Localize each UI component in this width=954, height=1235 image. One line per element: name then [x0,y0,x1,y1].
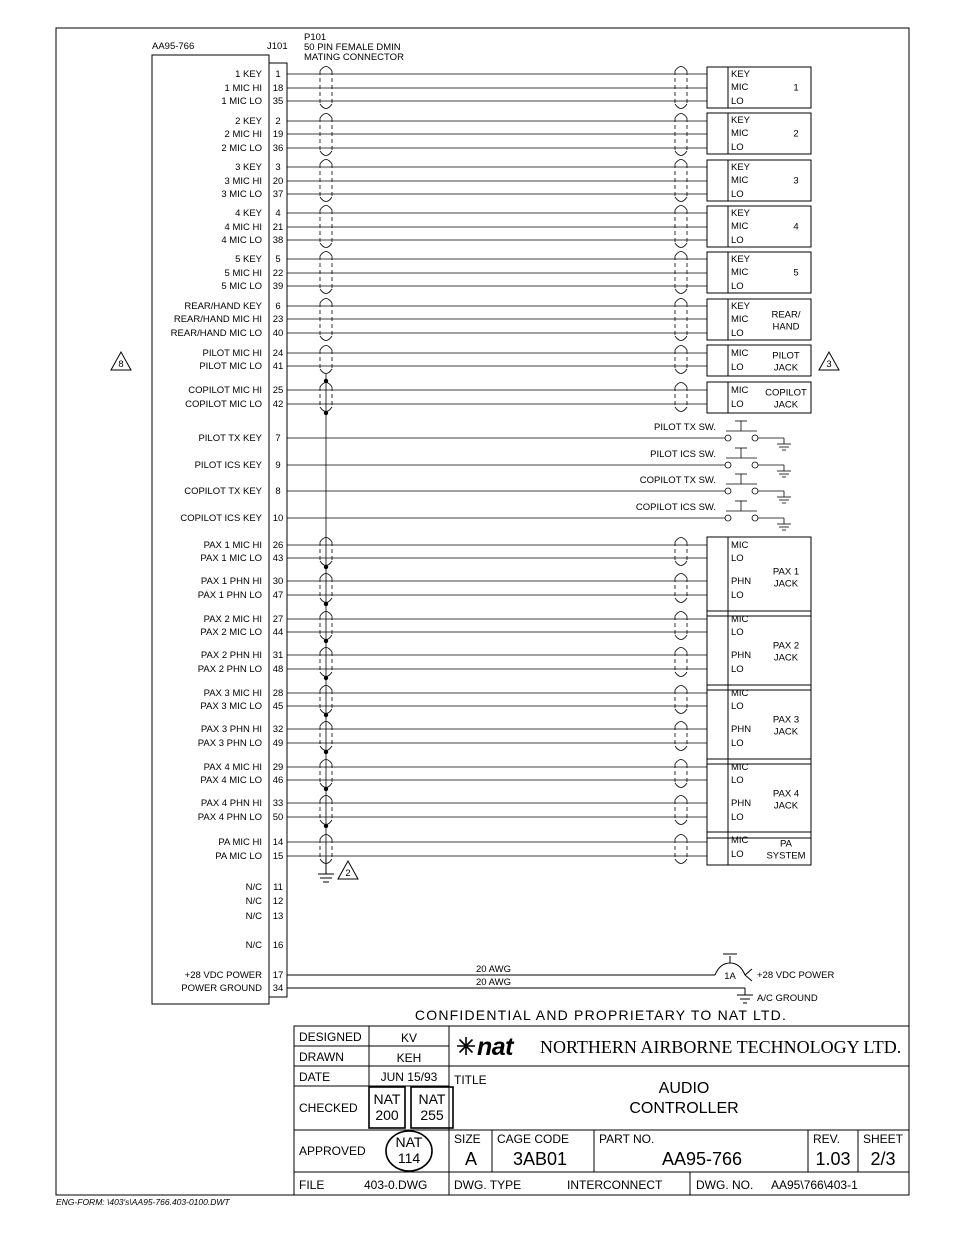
p101-description: 50 PIN FEMALE DMIN [304,42,401,53]
shield-symbol [320,346,332,374]
shield-symbol [675,760,687,788]
svg-text:200: 200 [375,1107,399,1123]
svg-text:NAT: NAT [373,1091,401,1107]
shield-symbol [320,299,332,341]
station-pin-label: KEY [731,301,751,312]
drain-junction [324,602,328,606]
station-pin-label: MIC [731,835,749,846]
pin-number: 29 [272,762,284,773]
svg-text:3: 3 [826,359,832,370]
station-box [707,206,811,247]
pin-label: 4 KEY [235,208,262,219]
pin-number: 31 [272,650,284,661]
pin-label: PAX 2 PHN LO [197,664,262,675]
station-box [707,113,811,154]
designed-value: KV [400,1031,418,1045]
part-value: AA95-766 [661,1149,743,1169]
station-pin-label: MIC [731,175,749,186]
drain-junction [324,639,328,643]
pin-number: 43 [272,553,284,564]
pin-label: 3 MIC HI [224,176,262,187]
station-name: 4 [793,221,799,233]
svg-text:NAT: NAT [418,1091,446,1107]
switch-label: COPILOT ICS SW. [635,502,716,513]
note-marker-ground [338,861,358,879]
pin-label: PAX 2 MIC HI [203,614,262,625]
pin-number: 27 [272,614,284,625]
shield-symbol [675,722,687,751]
station-pin-label: LO [731,701,744,712]
station-pin-label: LO [731,812,744,823]
asterisk-icon [457,1037,475,1055]
p101-mating: MATING CONNECTOR [304,52,404,63]
shield-symbol [675,612,687,640]
station-box [707,160,811,201]
station-pin-label: LO [731,362,744,373]
pin-number: 15 [272,851,284,862]
station-box [707,611,811,690]
station-pin-label: LO [731,328,744,339]
switch-label: PILOT TX SW. [654,422,716,433]
pin-label: 5 MIC LO [221,281,262,292]
station-pin-label: MIC [731,762,749,773]
station-pin-label: MIC [731,314,749,325]
shield-symbol [675,686,687,714]
pin-number: 20 [272,176,284,187]
station-name: PAX 1 [772,566,800,578]
ac-ground-label: A/C GROUND [757,993,818,1004]
nat-logo [457,1033,515,1061]
drawn-label: DRAWN [299,1050,344,1064]
station-pin-label: MIC [731,221,749,232]
pin-number: 49 [272,738,284,749]
pin-label: PILOT MIC HI [202,348,262,359]
pin-label: N/C [245,911,262,922]
shield-symbol [675,206,687,248]
station-name: JACK [773,362,799,374]
station-pin-label: MIC [731,267,749,278]
shield-symbol [675,114,687,156]
station-name: PAX 2 [772,640,800,652]
pin-label: POWER GROUND [181,983,262,994]
pin-number: 44 [272,627,284,638]
pin-number: 5 [275,254,281,265]
station-pin-label: LO [731,235,744,246]
station-name: JACK [773,399,799,411]
pin-label: PAX 3 MIC LO [200,701,262,712]
station-pin-label: MIC [731,128,749,139]
station-pin-label: PHN [731,798,752,809]
fuse-rating: 1A [724,971,736,982]
drain-junction [324,787,328,791]
station-box [707,685,811,764]
pin-number: 26 [272,540,284,551]
pin-number: 36 [272,143,284,154]
pin-label: N/C [245,882,262,893]
station-pin-label: LO [731,142,744,153]
station-name: PA [780,838,792,850]
title-block [294,1026,909,1195]
shield-symbol [675,67,687,109]
station-pin-label: LO [731,96,744,107]
pin-label: 2 KEY [235,116,262,127]
drain-junction [324,676,328,680]
pin-number: 23 [272,314,284,325]
drain-junction [324,565,328,569]
station-box [707,759,811,838]
drain-junction [324,713,328,717]
ground-wire-gauge: 20 AWG [476,977,512,988]
title-line-1: AUDIO [658,1080,710,1097]
pin-label: 1 MIC LO [221,96,262,107]
shield-symbol [320,67,332,109]
pin-number: 8 [275,486,281,497]
pin-number: 38 [272,235,284,246]
pin-number: 2 [275,116,281,127]
pin-number: 42 [272,399,284,410]
shield-symbol [675,835,687,864]
file-label: FILE [299,1178,325,1192]
pin-label: PA MIC HI [218,837,262,848]
pin-label: N/C [245,940,262,951]
station-pin-label: LO [731,738,744,749]
pin-label: PAX 2 MIC LO [200,627,262,638]
station-name: COPILOT [765,387,807,399]
pin-number: 37 [272,189,284,200]
station-name: SYSTEM [766,850,806,862]
pin-label: 2 MIC LO [221,143,262,154]
pin-label: PAX 3 PHN LO [197,738,262,749]
pin-label: PAX 4 PHN LO [197,812,262,823]
station-pin-label: LO [731,664,744,675]
sheet-label: SHEET [863,1132,904,1146]
date-value: JUN 15/93 [380,1070,438,1084]
pin-label: +28 VDC POWER [184,970,262,981]
station-pin-label: MIC [731,614,749,625]
shield-symbol [675,299,687,341]
svg-text:NAT: NAT [395,1134,423,1150]
svg-text:2: 2 [345,868,351,879]
p101-label: P101 [304,32,327,43]
shield-symbol [320,206,332,248]
pin-label: 4 MIC HI [224,222,262,233]
pin-label: PAX 3 MIC HI [203,688,262,699]
station-box [707,382,811,413]
pin-label: N/C [245,896,262,907]
dwg-type-label: DWG. TYPE [454,1178,522,1192]
date-label: DATE [299,1070,331,1084]
pin-label: PA MIC LO [215,851,262,862]
eng-form-footer: ENG-FORM: \403's\AA95-766.403-0100.DWT [56,1197,230,1207]
pin-number: 4 [275,208,281,219]
pin-label: PAX 4 PHN HI [200,798,262,809]
station-name: PAX 3 [772,714,800,726]
switch-label: PILOT ICS SW. [650,449,716,460]
pin-label: 4 MIC LO [221,235,262,246]
station-pin-label: MIC [731,348,749,359]
cage-label: CAGE CODE [497,1132,570,1146]
svg-text:114: 114 [397,1150,421,1166]
shield-symbol [675,538,687,566]
supply-label: +28 VDC POWER [757,970,835,981]
station-pin-label: LO [731,281,744,292]
pin-label: PILOT ICS KEY [194,460,262,471]
pin-label: REAR/HAND MIC LO [170,328,262,339]
pin-label: PAX 2 PHN HI [200,650,262,661]
shield-symbol [675,346,687,374]
pin-number: 10 [272,513,284,524]
shield-symbol [675,383,687,412]
approval-stamp-nat-114 [386,1131,432,1171]
rev-value: 1.03 [815,1149,851,1169]
pin-label: 1 MIC HI [224,83,262,94]
pin-number: 7 [275,433,281,444]
pin-number: 19 [272,129,284,140]
size-label: SIZE [454,1132,481,1146]
pin-label: PILOT MIC LO [199,361,262,372]
shield-symbol [675,648,687,677]
station-name: JACK [773,800,799,812]
pin-number: 14 [272,837,284,848]
shield-symbol [675,252,687,294]
pin-label: PILOT TX KEY [198,433,262,444]
station-pin-label: MIC [731,385,749,396]
drain-junction [324,411,328,415]
power-section [287,954,834,1004]
station-box [707,67,811,108]
station-name: HAND [772,321,800,333]
unit-designator: AA95-766 [152,41,195,52]
pin-label: PAX 4 MIC LO [200,775,262,786]
svg-text:255: 255 [420,1107,444,1123]
pin-number: 35 [272,96,284,107]
sheet-value: 2/3 [870,1149,896,1169]
key-switch [650,448,791,477]
pin-label: PAX 1 MIC HI [203,540,262,551]
title-line-2: CONTROLLER [629,1100,739,1117]
station-pin-label: KEY [731,162,751,173]
pin-label: 3 KEY [235,162,262,173]
designed-label: DESIGNED [299,1030,362,1044]
station-pin-label: PHN [731,650,752,661]
pin-number: 39 [272,281,284,292]
shield-symbol [320,160,332,202]
pin-number: 16 [272,940,284,951]
station-pin-label: LO [731,590,744,601]
dwg-type-value: INTERCONNECT [567,1178,663,1192]
pin-label: COPILOT ICS KEY [180,513,262,524]
pin-number: 41 [272,361,284,372]
station-pin-label: LO [731,849,744,860]
pin-number: 40 [272,328,284,339]
pin-number: 12 [272,896,284,907]
note-marker-right [819,352,839,370]
station-pin-label: KEY [731,115,751,126]
pin-label: PAX 1 PHN HI [200,576,262,587]
station-name: PAX 4 [772,788,800,800]
dwg-no-label: DWG. NO. [696,1178,754,1192]
check-stamp-nat-255 [411,1087,453,1128]
station-name: 5 [793,267,799,279]
station-box [707,832,811,865]
pin-number: 47 [272,590,284,601]
j101-label: J101 [267,41,288,52]
key-switch [636,501,791,530]
shield-symbol [675,574,687,603]
station-box [707,537,811,616]
station-pin-label: PHN [731,576,752,587]
station-pin-label: LO [731,775,744,786]
rev-label: REV. [813,1132,840,1146]
part-label: PART NO. [599,1132,655,1146]
station-box [707,345,811,376]
pin-label: PAX 1 PHN LO [197,590,262,601]
pin-number: 48 [272,664,284,675]
station-name: 2 [793,128,799,140]
pin-number: 1 [275,69,281,80]
pin-label: REAR/HAND MIC HI [173,314,262,325]
pin-label: PAX 1 MIC LO [200,553,262,564]
pin-number: 13 [272,911,284,922]
shield-ground [318,857,334,882]
pin-number: 21 [272,222,284,233]
station-name: 3 [793,175,799,187]
pin-number: 18 [272,83,284,94]
switch-label: COPILOT TX SW. [639,475,716,486]
shield-symbol [675,796,687,825]
station-pin-label: KEY [731,69,751,80]
pin-label: REAR/HAND KEY [184,301,262,312]
check-stamp-nat-200 [369,1087,405,1128]
shield-symbol [320,114,332,156]
drain-junction [324,379,328,383]
pin-number: 30 [272,576,284,587]
key-switch [640,474,791,503]
pin-number: 17 [272,970,284,981]
station-pin-label: LO [731,627,744,638]
pin-number: 11 [273,882,283,893]
checked-label: CHECKED [299,1101,358,1115]
pin-number: 46 [272,775,284,786]
pin-number: 3 [275,162,281,173]
station-pin-label: KEY [731,208,751,219]
station-pin-label: MIC [731,82,749,93]
station-pin-label: PHN [731,724,752,735]
file-value: 403-0.DWG [364,1178,428,1192]
pin-label: 5 KEY [235,254,262,265]
station-box [707,299,811,340]
station-name: JACK [773,652,799,664]
pin-label: PAX 4 MIC HI [203,762,262,773]
station-pin-label: LO [731,189,744,200]
drain-junction [324,750,328,754]
station-pin-label: LO [731,553,744,564]
pin-label: 1 KEY [235,69,262,80]
approved-label: APPROVED [299,1144,366,1158]
drawn-value: KEH [396,1051,422,1065]
key-switches [636,421,791,530]
station-name: PILOT [772,350,800,362]
pin-label: 5 MIC HI [224,268,262,279]
pin-label: COPILOT MIC LO [185,399,262,410]
title-label: TITLE [454,1073,487,1087]
company-name: NORTHERN AIRBORNE TECHNOLOGY LTD. [540,1037,902,1057]
pin-number: 22 [272,268,284,279]
station-pin-label: KEY [731,254,751,265]
power-wire-gauge: 20 AWG [476,964,512,975]
pin-label: 2 MIC HI [224,129,262,140]
pin-number: 45 [272,701,284,712]
shield-symbol [675,160,687,202]
size-value: A [464,1149,478,1169]
pin-number: 24 [272,348,284,359]
note-marker-left [111,352,131,370]
drain-junction [324,824,328,828]
station-pin-label: MIC [731,688,749,699]
pin-number: 9 [275,460,281,471]
nat-logo-text: nat [477,1033,513,1061]
pin-list [171,69,725,994]
pin-label: PAX 3 PHN HI [200,724,262,735]
station-name: REAR/ [771,309,801,321]
station-name: 1 [793,82,799,94]
station-box [707,252,811,293]
station-name: JACK [773,578,799,590]
svg-text:8: 8 [118,359,124,370]
pin-number: 34 [272,983,284,994]
station-name: JACK [773,726,799,738]
dwg-no-value: AA95\766\403-1 [771,1178,858,1192]
station-pin-label: LO [731,399,744,410]
pin-number: 32 [272,724,284,735]
pin-label: 3 MIC LO [221,189,262,200]
station-boxes [707,67,811,865]
shield-symbol [320,252,332,294]
pin-number: 6 [275,301,281,312]
key-switch [654,421,791,450]
pin-number: 33 [272,798,284,809]
station-pin-label: MIC [731,540,749,551]
pin-label: COPILOT MIC HI [188,385,262,396]
pin-number: 25 [272,385,284,396]
pin-number: 50 [272,812,284,823]
pin-label: COPILOT TX KEY [184,486,262,497]
confidential-notice: CONFIDENTIAL AND PROPRIETARY TO NAT LTD. [414,1007,788,1023]
pin-number: 28 [272,688,284,699]
cage-value: 3AB01 [512,1149,568,1169]
